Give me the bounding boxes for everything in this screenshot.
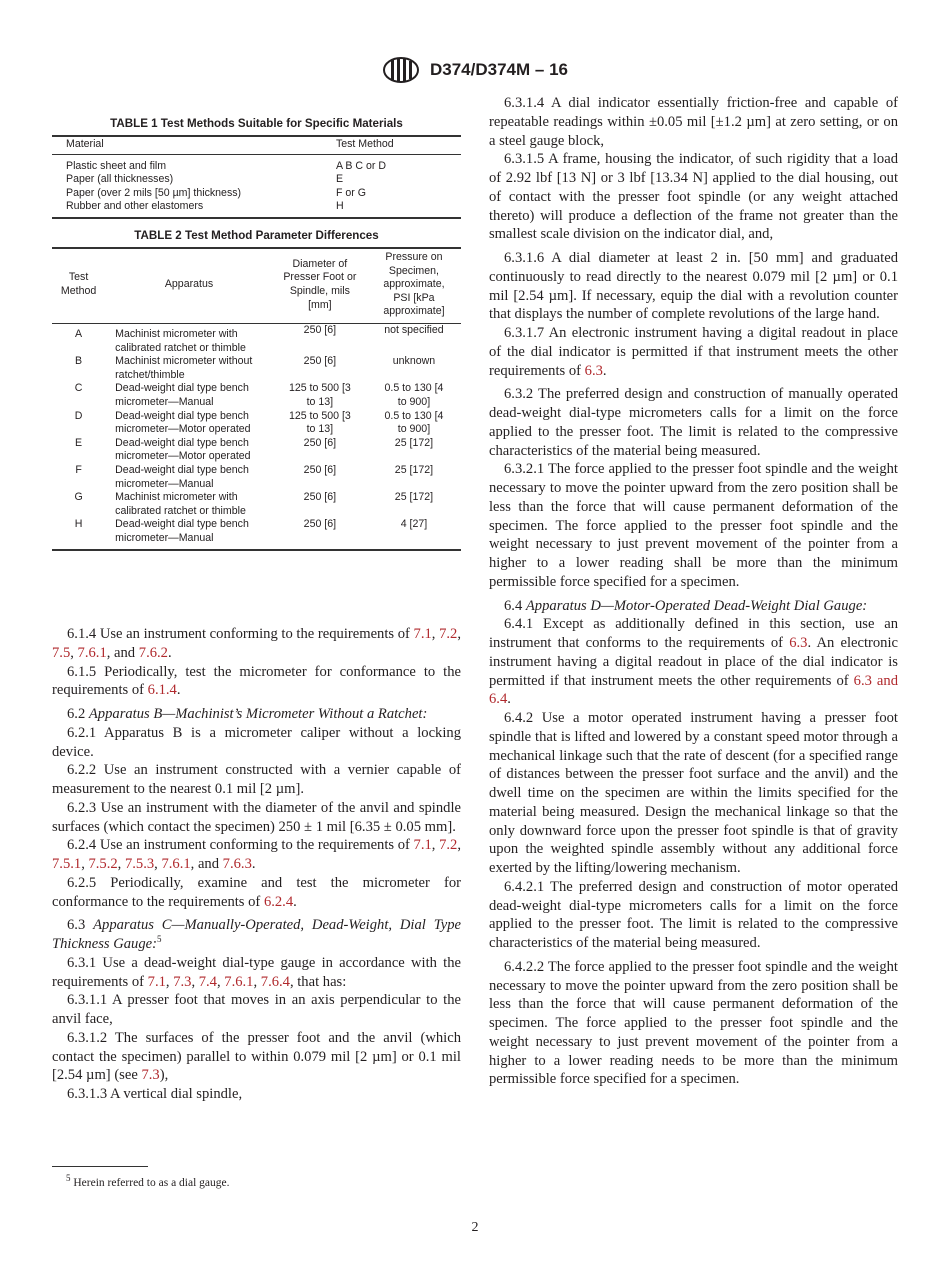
table-cell: Paper (all thicknesses) (66, 173, 174, 186)
section-link[interactable]: 6.3 (789, 635, 808, 651)
table-cell: Rubber and other elastomers (66, 200, 204, 213)
section-link[interactable]: 7.3 (141, 1067, 160, 1084)
paragraph-text: , that has: (289, 973, 347, 990)
table-cell: E (75, 436, 83, 449)
footnote-mark: 5 (66, 1173, 71, 1184)
section-heading: Apparatus C—Manually-Operated, Dead-Weight, Dial Type Thickness Gauge: (52, 917, 461, 952)
section-link[interactable]: 7.2 (439, 626, 458, 642)
table-cell: Machinist micrometer with calibrated ratchet or thimble (115, 327, 246, 354)
footnote (52, 1173, 230, 1189)
table-cell: Machinist micrometer with calibrated ratchet or thimble (115, 491, 246, 517)
table-cell: 250 [6] (303, 463, 337, 476)
table-cell: Dead-weight dial type bench micrometer—Motor operated (115, 436, 251, 463)
table-cell: Dead-weight dial type bench micrometer—Manual (115, 382, 249, 408)
footnote-reference: 5 (156, 934, 162, 945)
table-row (52, 382, 461, 409)
paragraph (489, 94, 898, 150)
section-link[interactable]: 6.1.4 (147, 682, 177, 699)
table-cell: D (74, 409, 83, 422)
table-row (52, 491, 461, 518)
table-cell: Dead-weight dial type bench micrometer—Manual (115, 518, 249, 544)
footnote-divider (52, 1166, 148, 1167)
column-header: Material (52, 136, 322, 154)
paragraph-text: 6.4.1 Except as additionally defined in this section, use an instrument that conforms to the requirements of (489, 616, 898, 651)
astm-logo-icon (382, 56, 420, 84)
paragraph-text: . (176, 682, 181, 699)
paragraph-text: 6.2.3 Use an instrument with the diameter of the anvil and spindle surfaces (which contact the specimen) 250 ± 1 mil [6.35 ± 0.05 mm]. (52, 799, 461, 835)
section-link[interactable]: 7.6.1 (77, 644, 107, 661)
paragraph-text: . (507, 691, 511, 708)
paragraph (52, 799, 461, 837)
table-cell: Dead-weight dial type bench micrometer—Manual (115, 463, 249, 490)
paragraph-text: 6.2.1 Apparatus B is a micrometer caliper without a locking device. (52, 724, 461, 760)
paragraph-text: . An electronic instrument having a digital readout in place of the dial indicator is permitted if that instrument meets the other requirements of (489, 635, 898, 689)
paragraph-text: , and (106, 644, 139, 661)
table-row (52, 355, 461, 382)
table-cell: 250 [6] (303, 323, 337, 336)
paragraph (52, 1029, 461, 1085)
table-row (52, 410, 461, 437)
section-link[interactable]: 7.5.3 (124, 856, 155, 872)
paragraph-text: , (457, 626, 462, 642)
footnote-text: Herein referred to as a dial gauge. (73, 1177, 230, 1189)
paragraph (489, 385, 898, 460)
paragraph (52, 625, 461, 663)
paragraph (489, 150, 898, 244)
table-cell: Machinist micrometer without ratchet/thimble (115, 355, 253, 381)
paragraph (52, 836, 461, 874)
table-cell: 0.5 to 130 [4 to 900] (384, 409, 444, 436)
paragraph-text: 6.4 (504, 597, 526, 614)
table-cell: H (335, 200, 344, 213)
section-link[interactable]: 7.5.1 (52, 856, 82, 872)
paragraph-text: , (216, 973, 225, 990)
paragraph-text: 6.1.4 Use an instrument conforming to the requirements of (67, 626, 414, 642)
paragraph-text: , (165, 973, 174, 990)
paragraph-text: 6.4.2 Use a motor operated instrument having a presser foot spindle that is lifted and lowered by a constant speed motor through a mechanical linkage such that the rate of descent (for a specified range of distances between the presser foot surface and the anvil) and the dwell time on the specimen are within the limits specified for the material being measured. Design the mechanical linkage so that the only downward force upon the presser foot spindle is that of gravity upon the weighted spindle assembly without any additional force exerted by the lifting/lowering mechanism. (489, 710, 898, 876)
table-row (52, 200, 461, 218)
section-heading: Apparatus B—Machinist’s Micrometer Without a Ratchet: (88, 706, 428, 722)
section-link[interactable]: 7.6.3 (222, 856, 252, 872)
paragraph-text: . (293, 893, 297, 910)
table-cell: A (75, 327, 83, 340)
table-2-title: TABLE 2 Test Method Parameter Differences (134, 229, 379, 242)
paragraph (489, 615, 898, 709)
table-cell: H (74, 518, 83, 531)
table-cell: not specified (384, 323, 444, 336)
page-number: 2 (471, 1220, 479, 1235)
section-link[interactable]: 7.6.2 (138, 644, 168, 661)
paragraph-text: . (251, 856, 256, 872)
paragraph-text: 6.3.1 Use a dead-weight dial-type gauge in accordance with the requirements of (52, 954, 461, 990)
paragraph-text: ), (159, 1067, 169, 1084)
table-cell: F (75, 463, 82, 476)
paragraph-text: 6.3 (67, 917, 94, 934)
paragraph-text: 6.3.1.2 The surfaces of the presser foot and the anvil (which contact the specimen) parallel to within 0.079 mil [2 µm] or 0.1 mil [2.54 µm] (see (52, 1029, 461, 1084)
page-header (0, 56, 950, 84)
section-link[interactable]: 7.5.2 (88, 856, 118, 872)
section-link[interactable]: 7.1 (147, 973, 166, 990)
table-cell: 25 [172] (394, 436, 434, 449)
paragraph-text: . (167, 644, 172, 661)
paragraph-text: 6.2 (67, 706, 89, 722)
table-2 (52, 229, 461, 551)
table-cell: 25 [172] (394, 491, 434, 504)
document-id: D374/D374M – 16 (430, 60, 568, 79)
paragraph (52, 874, 461, 912)
table-cell: unknown (392, 355, 436, 368)
paragraph (52, 916, 461, 954)
paragraph-text: 6.4.2.2 The force applied to the presser foot spindle and the weight necessary to move the pointer upward from the zero position shall be less than the force that will cause permanent deformation of the specimen. The force applied to the presser foot spindle and the weight necessary to just prevent movement of the pointer from a higher to a lower reading needs to be more than the minimum permissible force specified for a specimen. (489, 958, 898, 1088)
section-heading: Apparatus D—Motor-Operated Dead-Weight Dial Gauge: (525, 597, 868, 614)
table-cell: A B C or D (335, 159, 386, 172)
paragraph (489, 460, 898, 591)
paragraph-text: , (81, 856, 89, 872)
paragraph-text: , (431, 626, 440, 642)
table-cell: Paper (over 2 mils [50 µm] thickness) (66, 186, 242, 199)
paragraph (489, 878, 898, 953)
table-cell: G (74, 491, 83, 504)
paragraph-text: 6.3.1.1 A presser foot that moves in an axis perpendicular to the anvil face, (52, 992, 461, 1027)
column-header: Pressure on Specimen, approximate, PSI [kPa approximate] (367, 248, 461, 323)
section-link[interactable]: 7.1 (413, 626, 432, 642)
column-header: Test Method (322, 136, 461, 154)
paragraph (52, 954, 461, 992)
table-row (52, 437, 461, 464)
table-cell: 125 to 500 [3 to 13] (288, 382, 351, 408)
paragraph (52, 724, 461, 762)
table-row (52, 187, 461, 201)
paragraph-text: , (253, 973, 261, 990)
table-cell: 250 [6] (303, 491, 337, 504)
table-1-title: TABLE 1 Test Methods Suitable for Specific Materials (110, 117, 403, 130)
paragraph (489, 324, 898, 380)
paragraph-text: 6.3.2 The preferred design and construction of manually operated dead-weight dial-type micrometers calls for a limit on the force applied to the presser foot. The limit is related to the compressive characteristics of the material being measured. (489, 386, 898, 459)
paragraph-text: , (431, 837, 440, 854)
section-link[interactable]: 6.3 and 6.4 (489, 672, 898, 708)
section-link[interactable]: 6.3 (584, 362, 603, 379)
section-link[interactable]: 7.5 (52, 644, 71, 661)
section-link[interactable]: 7.2 (439, 837, 458, 854)
table-cell: 25 [172] (394, 463, 434, 476)
paragraph-text: , (457, 837, 462, 854)
table-cell: 250 [6] (303, 355, 337, 368)
table-cell: Dead-weight dial type bench micrometer—Motor operated (115, 409, 251, 436)
paragraph-text: 6.2.2 Use an instrument constructed with a vernier capable of measurement to the nearest 0.1 mil [2 µm]. (52, 762, 461, 797)
table-cell: 4 [27] (400, 518, 428, 531)
paragraph-text: 6.3.1.3 A vertical dial spindle, (67, 1086, 243, 1102)
paragraph (489, 597, 898, 616)
paragraph-text: 6.3.1.6 A dial diameter at least 2 in. [50 mm] and graduated continuously to read directly to the nearest 0.079 mil [2 µm] or 0.1 mil [2.54 µm]. If necessary, equip the dial with a revolution counter that displays the number of complete revolutions of the large hand. (489, 250, 898, 323)
paragraph (52, 1085, 461, 1104)
section-link[interactable]: 7.1 (413, 837, 432, 854)
paragraph-text: , and (190, 856, 223, 872)
paragraph-text: 6.2.5 Periodically, examine and test the micrometer for conformance to the requirements of (52, 874, 461, 910)
table-row (52, 173, 461, 187)
table-cell: B (75, 355, 83, 368)
paragraph (489, 958, 898, 1089)
table-row (52, 323, 461, 355)
table-row (52, 518, 461, 550)
table-row (52, 154, 461, 173)
section-link[interactable]: 7.3 (173, 973, 192, 990)
table-cell: 250 [6] (303, 518, 337, 531)
table-cell: C (74, 382, 83, 395)
paragraph-text: , (191, 973, 199, 990)
paragraph-text: 6.3.1.5 A frame, housing the indicator, of such rigidity that a load of 2.92 lbf [13 N] or 3 lbf [13.34 N] applied to the dial housing, out of contact with the presser foot spindle (or any weight attached thereto) will produce a deflection of the frame not greater than the smallest scale division on the indicator dial, and, (489, 151, 898, 243)
paragraph-text: 6.3.2.1 The force applied to the presser foot spindle and the weight necessary to move the pointer upward from the zero position shall be less than the force that will cause permanent deformation of the specimen. The force applied to the presser foot spindle and the weight necessary to just prevent movement of the pointer from a higher to a lower reading shall be more than the minimum permissible force specified for a specimen. (489, 461, 898, 590)
paragraph-text: 6.3.1.7 An electronic instrument having a digital readout in place of the dial indicator is permitted if that instrument meets the other requirements of (489, 325, 898, 379)
table-cell: 0.5 to 130 [4 to 900] (384, 382, 444, 408)
paragraph-text: , (154, 856, 162, 872)
table-cell: F or G (335, 186, 366, 199)
left-column-text (52, 625, 461, 1104)
table-row (52, 464, 461, 491)
paragraph-text: . (602, 362, 607, 379)
section-link[interactable]: 7.6.1 (161, 856, 191, 872)
section-link[interactable]: 7.6.1 (224, 973, 254, 990)
right-column-text (489, 94, 898, 1089)
paragraph-text: 6.1.5 Periodically, test the micrometer for conformance to the requirements of (52, 663, 461, 699)
section-link[interactable]: 7.4 (198, 973, 217, 990)
paragraph (489, 709, 898, 878)
section-link[interactable]: 7.6.4 (260, 973, 290, 990)
paragraph-text: , (70, 644, 78, 661)
paragraph (52, 991, 461, 1029)
column-header: Diameter of Presser Foot or Spindle, mils [mm] (273, 248, 367, 323)
paragraph-text: 6.2.4 Use an instrument conforming to the requirements of (67, 837, 414, 854)
table-1 (52, 117, 461, 219)
paragraph (52, 761, 461, 799)
paragraph-text: 6.4.2.1 The preferred design and construction of motor operated dead-weight dial-type micrometers calls for a limit on the force applied to the presser foot. The limit is related to the compressive characteristics of the material being measured. (489, 878, 898, 951)
column-header: Apparatus (105, 248, 273, 323)
table-cell: E (335, 173, 344, 186)
paragraph (489, 249, 898, 324)
table-cell: 125 to 500 [3 to 13] (288, 409, 351, 436)
column-header: Test Method (52, 248, 105, 323)
paragraph (52, 663, 461, 701)
table-cell: Plastic sheet and film (66, 159, 167, 172)
paragraph (52, 705, 461, 724)
table-cell: 250 [6] (303, 436, 337, 449)
paragraph-text: , (117, 856, 125, 872)
section-link[interactable]: 6.2.4 (263, 893, 294, 910)
paragraph-text: 6.3.1.4 A dial indicator essentially friction-free and capable of repeatable readings within ±0.05 mil [±1.2 µm] at zero setting, or on a steel gauge block, (489, 95, 898, 149)
